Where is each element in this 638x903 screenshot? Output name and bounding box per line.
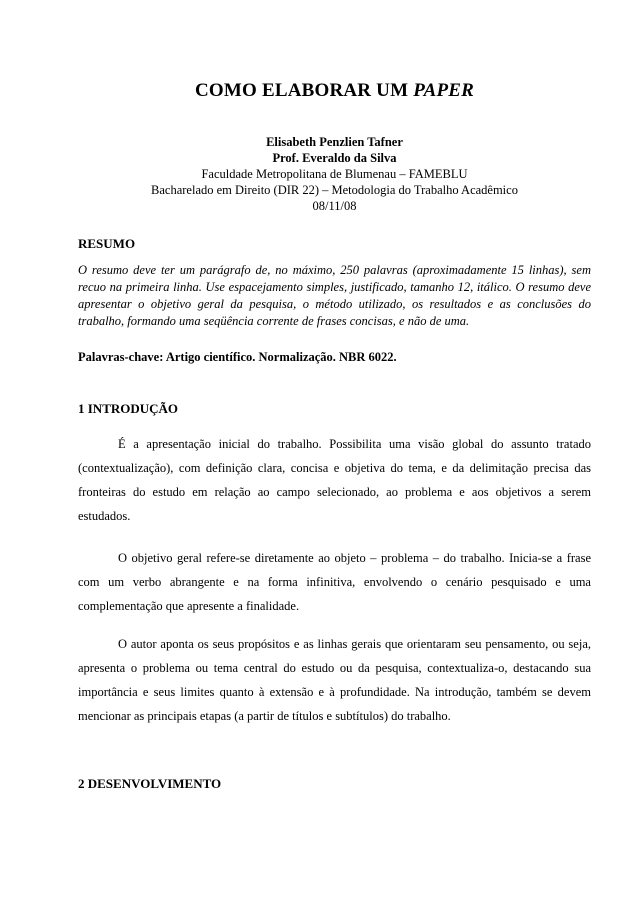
intro-heading: 1 INTRODUÇÃO (78, 401, 179, 416)
author-name-1: Elisabeth Penzlien Tafner (266, 135, 403, 149)
intro-paragraph-2: O objetivo geral refere-se diretamente ao objeto – problema – do trabalho. Inicia-se a frase com um verbo abrangente e na forma infinitiva, envolvendo o cenário pesquisado e uma complementação que apresente a finalidade. (78, 551, 591, 613)
keywords-line: Palavras-chave: Artigo científico. Normalização. NBR 6022. (78, 350, 397, 364)
intro-paragraph-1: É a apresentação inicial do trabalho. Possibilita uma visão global do assunto tratado (contextualização), com definição clara, concisa e objetiva do tema, e da delimitação precisa das fronteiras do estudo em relação ao campo selecionado, ao problema e aos objetivos a serem estudados. (78, 437, 591, 523)
date-line: 08/11/08 (312, 199, 357, 213)
development-heading: 2 DESENVOLVIMENTO (78, 776, 222, 791)
paper-title (78, 80, 591, 102)
title-text: COMO ELABORAR UM (194, 80, 409, 101)
course-line: Bacharelado em Direito (DIR 22) – Metodologia do Trabalho Acadêmico (151, 183, 518, 197)
abstract-heading: RESUMO (78, 236, 136, 251)
title-italic-word: PAPER (413, 80, 475, 101)
intro-paragraph-3: O autor aponta os seus propósitos e as linhas gerais que orientaram seu pensamento, ou seja, apresenta o problema ou tema central do estudo ou da pesquisa, contextualiza-o, destacando sua importância e seus limites quanto à extensão e à profundidade. Na introdução, também se devem mencionar as principais etapas (a partir de títulos e subtítulos) do trabalho. (78, 637, 591, 723)
abstract-text: O resumo deve ter um parágrafo de, no máximo, 250 palavras (aproximadamente 15 linhas), sem recuo na primeira linha. Use espacejamento simples, justificado, tamanho 12, itálico. O resumo deve apresentar o objetivo geral da pesquisa, o método utilizado, os resultados e as conclusões do trabalho, formando uma seqüência corrente de frases concisas, e não de uma. (78, 263, 591, 328)
author-block (78, 134, 591, 214)
author-name-2: Prof. Everaldo da Silva (272, 151, 397, 165)
institution-line: Faculdade Metropolitana de Blumenau – FAMEBLU (201, 167, 468, 181)
